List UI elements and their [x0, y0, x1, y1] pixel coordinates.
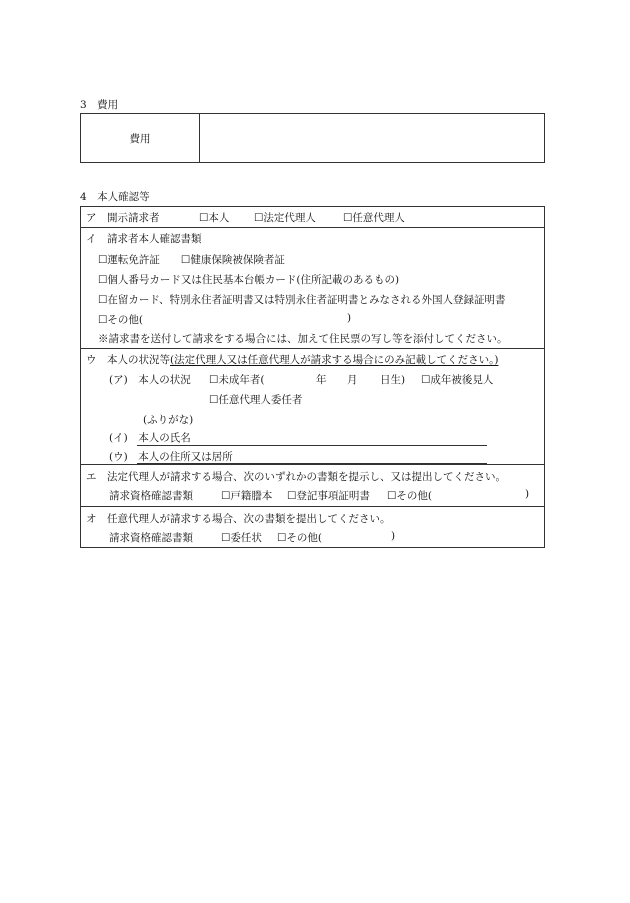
- fee-table: [80, 113, 545, 163]
- principal-status-title: ウ 本人の状況等: [86, 354, 170, 366]
- divider: [81, 464, 544, 465]
- legal-agent-other-close: ): [525, 488, 530, 500]
- fee-value-field[interactable]: [200, 114, 544, 162]
- divider: [81, 227, 544, 228]
- principal-status-label: [86, 352, 498, 367]
- id-docs-line-mynumber[interactable]: ☐個人番号カード又は住民基本台帳カード(住所記載のあるもの): [98, 274, 400, 286]
- principal-status-prefix: (ア) 本人の状況: [109, 374, 191, 386]
- legal-agent-option-other[interactable]: ☐その他(: [387, 490, 433, 502]
- legal-agent-instruction: エ 法定代理人が請求する場合、次のいずれかの書類を提示し、又は提出してください。: [86, 471, 506, 483]
- id-docs-line-residence-card[interactable]: ☐在留カード、特別永住者証明書又は特別永住者証明書とみなされる外国人登録証明書: [98, 294, 506, 306]
- principal-address-label: (ウ) 本人の住所又は居所: [109, 451, 233, 463]
- principal-status-note: (法定代理人又は任意代理人が請求する場合にのみ記載してください。): [170, 354, 499, 366]
- section-3-title: 3 費用: [80, 99, 119, 111]
- principal-address-line[interactable]: [137, 463, 487, 464]
- status-ward-option[interactable]: ☐成年被後見人: [421, 374, 494, 386]
- id-docs-line-license-insurance[interactable]: ☐運転免許証 ☐健康保険被保険者証: [98, 254, 285, 266]
- voluntary-agent-other-close: ): [391, 530, 396, 542]
- divider: [81, 506, 544, 507]
- fee-label: 費用: [81, 114, 200, 162]
- divider: [81, 348, 544, 349]
- furigana-label: (ふりがな): [143, 414, 194, 426]
- id-docs-note: ※請求書を送付して請求をする場合には、加えて住民票の写し等を添付してください。: [98, 333, 508, 345]
- requester-label: ア 開示請求者: [86, 212, 160, 224]
- id-docs-other-close: ): [347, 312, 352, 324]
- identity-table: [80, 206, 545, 548]
- legal-agent-option-koseki[interactable]: ☐戸籍謄本: [221, 490, 273, 502]
- id-docs-other-option[interactable]: ☐その他(: [98, 314, 144, 326]
- principal-name-label: (イ) 本人の氏名: [109, 432, 191, 444]
- voluntary-agent-option-other[interactable]: ☐その他(: [277, 532, 323, 544]
- birth-day-label: 日生): [380, 374, 406, 386]
- voluntary-agent-instruction: オ 任意代理人が請求する場合、次の書類を提出してください。: [86, 513, 391, 525]
- requester-option-legal-agent[interactable]: ☐法定代理人: [254, 212, 316, 224]
- voluntary-agent-option-letter[interactable]: ☐委任状: [221, 532, 262, 544]
- id-docs-label: イ 請求者本人確認書類: [86, 233, 202, 245]
- principal-name-line[interactable]: [137, 445, 487, 446]
- status-delegator-option[interactable]: ☐任意代理人委任者: [209, 394, 303, 406]
- birth-year-label: 年: [316, 374, 327, 386]
- section-4-title: 4 本人確認等: [80, 191, 150, 203]
- requester-option-self[interactable]: ☐本人: [199, 212, 230, 224]
- requester-option-voluntary-agent[interactable]: ☐任意代理人: [343, 212, 405, 224]
- status-minor-option[interactable]: ☐未成年者(: [209, 374, 265, 386]
- birth-month-label: 月: [347, 374, 358, 386]
- voluntary-agent-docs-label: 請求資格確認書類: [109, 532, 193, 544]
- legal-agent-docs-label: 請求資格確認書類: [109, 490, 193, 502]
- legal-agent-option-registry[interactable]: ☐登記事項証明書: [287, 490, 370, 502]
